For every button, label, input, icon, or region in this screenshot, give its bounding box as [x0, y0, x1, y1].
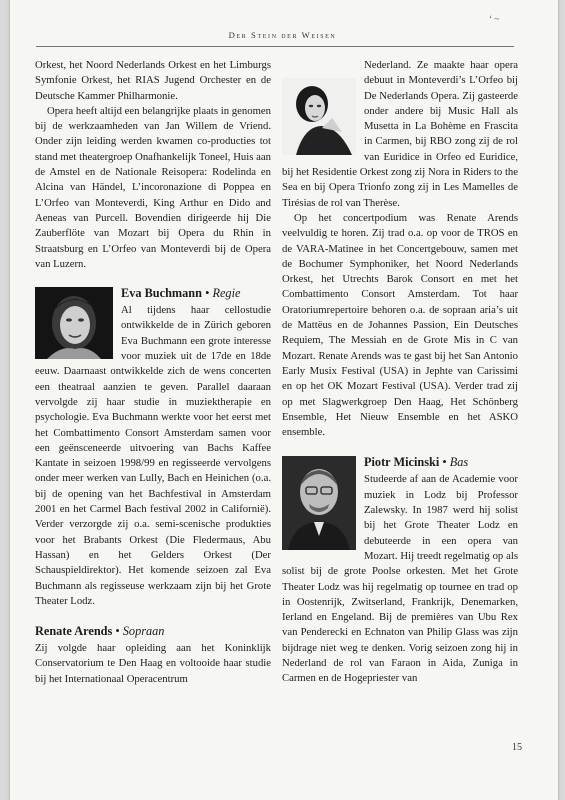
intro-paragraph-2: Opera heeft altijd een belangrijke plaats in genomen bij de werkzaamheden van Jan Willem de Vriend. Onder zijn leiding werden kwamen co-producties tot stand met theatergroep Onafhankelijk Toneel, Huis aan de Amstel en de Nationale Reisopera: Rodelinda en Alcina van Händel, L’incoronazione di Poppea en L’Orfeo van Monteverdi, King Arthur en Dido and Aeneas van Purcell. Bovendien dirigeerde hij Die Zauberflöte van Mozart bij Opera du Rhin in Straatsburg en L’Orfeo van Monteverdi bij de Opera van Luzern. [35, 104, 271, 270]
intro-paragraph-1: Orkest, het Noord Nederlands Orkest en het Limburgs Symfonie Orkest, het RIAS Jugend Orchester en de Deutsche Kammer Philharmonie. [35, 59, 271, 102]
micinski-bio: Studeerde af aan de Academie voor muziek in Lodz bij Professor Zalewsky. In 1987 werd hij solist bij het Grote Theater Lodz en debuteerde in een opera van Mozart. Hij treedt regelmatig op als solist bij de grote Poolse orkesten. Met het Grote Theater Lodz was hij regelmatig op tournee en trad op in Oostenrijk, Zwitserland, Frankrijk, Denemarken, Ierland en Engeland. Bij de premières van Ubu Rex van Penderecki en Echnaton van Philip Glass was zijn bijdrage niet weg te denken. Vorig seizoen zong hij in Nederland de rol van Faraon in Aida, Zuniga in Carmen en de Hogepriester van [282, 473, 518, 685]
arends-photo [282, 78, 356, 155]
buchmann-photo [35, 287, 113, 359]
buchmann-bio: Al tijdens haar cellostudie ontwikkelde de in Zürich geboren Eva Buchmann een grote interesse voor muziek uit de 17de en 18de eeuw. Daarnaast ontwikkelde zich de wens concerten een theatraal aanzien te geven. Parallel daaraan vervolgde zij haar studie in muziektherapie en psychologie. Eva Buchmann werkte voor het eerst met het Combattimento Consort Amsterdam samen voor een geënsceneerde uitvoering van Bachs Kaffee Kantate in seizoen 1998/99 en regisseerde vervolgens onder meer werken van Lully, Bach en Heinichen (o.a. bij de opening van het Bachfestival in Amsterdam 2001 en het Carmel Bach festival 2002 in Californië). Verder verzorgde zij o.a. semi-scenische produkties voor het Brabants Orkest (Die Fledermaus, Abu Hassan) en het Gelders Orkest (Der Schauspieldirektor). Het komende seizoen zal Eva Buchmann als regisseuse werkzaam zijn bij het Grote Theater Lodz. [35, 304, 271, 607]
micinski-name: Piotr Micinski [364, 455, 440, 470]
arends-name: Renate Arends [35, 624, 113, 639]
micinski-role: Bas [449, 455, 469, 470]
buchmann-portrait-image [35, 287, 113, 359]
running-header: Der Stein der Weisen [228, 30, 337, 40]
micinski-bullet: • [442, 455, 447, 470]
micinski-portrait-image [282, 456, 356, 550]
page-number: 15 [512, 742, 522, 753]
buchmann-name: Eva Buchmann [121, 286, 202, 301]
arends-bio-start: Zij volgde haar opleiding aan het Koninklijk Conservatorium te Den Haag en voltooide haar studie bij het Internationaal Operacentrum [35, 642, 271, 685]
left-column [35, 58, 271, 687]
arends-concert: Op het concertpodium was Renate Arends veelvuldig te horen. Zij trad o.a. op voor de TROS en de VARA-Matinee in het Concertgebouw, samen met de Bochumer Symphoniker, het Noord Nederlands Orkest, het Utrechts Barok Consort en met het Combattimento Consort Amsterdam. Tot haar Oratoriumrepertoire behoren o.a. de sopraan aria’s uit de Mattëus en de Johannes Passion, Ein Deutsches Requiem, The Messiah en de Grote Mis in C van Mozart. Renate Arends was te gast bij het San Antonio Early Musix Festival (USA) in Jephte van Carissimi en op het OK Mozart Festival (USA). Verder trad zij op met Slagwerkgroep Den Haag, Het Schönberg Ensemble, Het Nieuw Ensemble en het ASKO ensemble. [282, 211, 518, 439]
arends-section [35, 623, 271, 687]
arends-heading [35, 623, 271, 639]
micinski-photo [282, 456, 356, 550]
buchmann-role: Regie [212, 286, 241, 301]
arends-continued: Nederland. Ze maakte haar opera debuut in Monteverdi’s L’Orfeo bij De Nederlands Opera. Zij gasteerde onder andere bij Music Hall als Musetta in La Bohème en Frascita in Carmen, bij RBO zong zij de rol van Euridice in Orfeo ed Euridice, bij het Residentie Orkest zong zij Nora in Riders to the Sea en bij Opera Trionfo zong zij in Les Mamelles de Tirésias de rol van Therèse. [282, 59, 518, 209]
arends-role: Sopraan [122, 624, 165, 639]
micinski-section [282, 454, 518, 686]
arends-portrait-image [282, 78, 356, 155]
buchmann-section [35, 285, 271, 609]
arends-bullet: • [115, 624, 120, 639]
corner-mark: ‘ ~ [489, 14, 500, 24]
buchmann-bullet: • [205, 286, 210, 301]
right-column [282, 58, 518, 687]
header-rule [36, 46, 514, 47]
